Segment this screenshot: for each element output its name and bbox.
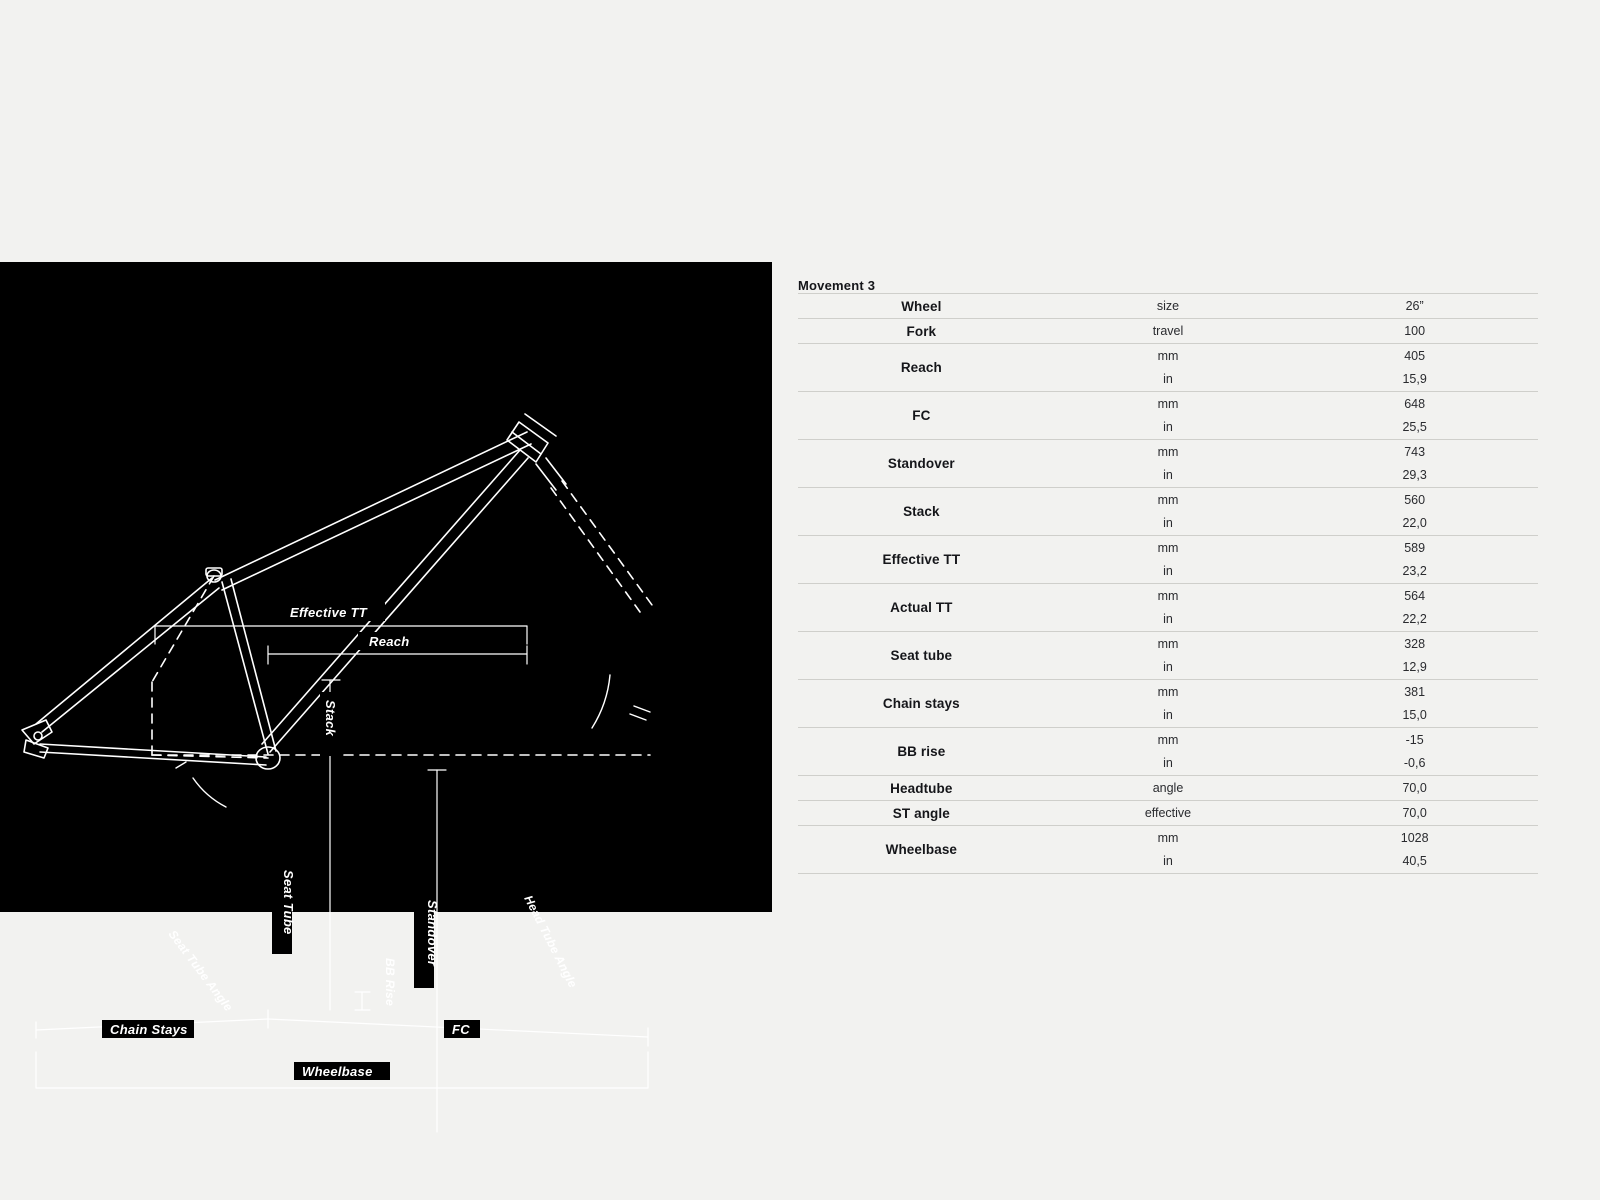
spec-name: Reach bbox=[798, 344, 1045, 392]
spec-value: 381 bbox=[1404, 684, 1426, 699]
table-row bbox=[798, 344, 1538, 368]
table-row bbox=[798, 680, 1538, 704]
table-row bbox=[798, 801, 1538, 826]
geometry-diagram-svg bbox=[0, 262, 772, 1079]
spec-unit: mm bbox=[1157, 396, 1179, 411]
table-row bbox=[798, 294, 1538, 319]
spec-unit: in bbox=[1045, 464, 1292, 488]
model-name: Movement 3 bbox=[798, 278, 1538, 294]
spec-name: Wheel bbox=[798, 294, 1045, 319]
spec-name: Wheelbase bbox=[798, 826, 1045, 874]
spec-unit: mm bbox=[1157, 348, 1179, 363]
table-row bbox=[798, 826, 1538, 850]
spec-value: 15,0 bbox=[1291, 704, 1538, 728]
spec-unit: mm bbox=[1157, 540, 1179, 555]
label-wheelbase: Wheelbase bbox=[302, 1064, 373, 1079]
spec-unit: in bbox=[1045, 850, 1292, 874]
label-standover: Standover bbox=[425, 900, 440, 967]
spec-name: BB rise bbox=[798, 728, 1045, 776]
label-seat-tube-angle: Seat Tube Angle bbox=[165, 927, 236, 1014]
spec-unit: size bbox=[1045, 294, 1292, 319]
spec-value: 15,9 bbox=[1291, 368, 1538, 392]
table-row bbox=[798, 776, 1538, 801]
geometry-table-body bbox=[798, 278, 1538, 874]
spec-unit: in bbox=[1045, 752, 1292, 776]
spec-unit: effective bbox=[1045, 801, 1292, 826]
label-reach: Reach bbox=[369, 634, 410, 649]
table-row-model bbox=[798, 278, 1538, 294]
spec-name: Effective TT bbox=[798, 536, 1045, 584]
spec-value: 328 bbox=[1404, 636, 1426, 651]
spec-value: 25,5 bbox=[1291, 416, 1538, 440]
table-row bbox=[798, 440, 1538, 464]
spec-unit: in bbox=[1045, 512, 1292, 536]
spec-unit: in bbox=[1045, 416, 1292, 440]
spec-unit: mm bbox=[1157, 588, 1179, 603]
spec-value: 560 bbox=[1404, 492, 1426, 507]
table-row bbox=[798, 728, 1538, 752]
geometry-spec-panel bbox=[798, 278, 1538, 874]
spec-unit: travel bbox=[1045, 319, 1292, 344]
spec-value: 26” bbox=[1291, 294, 1538, 319]
spec-value: 405 bbox=[1404, 348, 1426, 363]
spec-name: Actual TT bbox=[798, 584, 1045, 632]
spec-unit: mm bbox=[1157, 636, 1179, 651]
spec-value: 22,2 bbox=[1291, 608, 1538, 632]
spec-value: 648 bbox=[1404, 396, 1426, 411]
spec-name: Fork bbox=[798, 319, 1045, 344]
spec-unit: in bbox=[1045, 704, 1292, 728]
spec-unit: angle bbox=[1045, 776, 1292, 801]
spec-unit: mm bbox=[1157, 444, 1179, 459]
label-head-tube-angle: Head Tube Angle bbox=[521, 893, 581, 991]
table-row bbox=[798, 319, 1538, 344]
spec-value: 743 bbox=[1404, 444, 1426, 459]
spec-name: Chain stays bbox=[798, 680, 1045, 728]
table-row bbox=[798, 632, 1538, 656]
spec-value: 23,2 bbox=[1291, 560, 1538, 584]
geometry-diagram-panel bbox=[0, 262, 772, 1079]
spec-name: Standover bbox=[798, 440, 1045, 488]
spec-unit: mm bbox=[1157, 492, 1179, 507]
spec-value: 22,0 bbox=[1291, 512, 1538, 536]
table-row bbox=[798, 488, 1538, 512]
spec-name: Headtube bbox=[798, 776, 1045, 801]
spec-value: 564 bbox=[1404, 588, 1426, 603]
spec-value: 589 bbox=[1404, 540, 1426, 555]
spec-unit: mm bbox=[1157, 684, 1179, 699]
spec-value: 70,0 bbox=[1291, 776, 1538, 801]
spec-value: 1028 bbox=[1400, 830, 1429, 845]
spec-unit: in bbox=[1045, 368, 1292, 392]
label-fc: FC bbox=[452, 1022, 470, 1037]
label-chain-stays: Chain Stays bbox=[110, 1022, 188, 1037]
spec-unit: in bbox=[1045, 608, 1292, 632]
spec-name: Stack bbox=[798, 488, 1045, 536]
spec-value: -15 bbox=[1405, 732, 1424, 747]
spec-name: FC bbox=[798, 392, 1045, 440]
spec-value: 12,9 bbox=[1291, 656, 1538, 680]
spec-value: 29,3 bbox=[1291, 464, 1538, 488]
table-row bbox=[798, 536, 1538, 560]
label-bb-rise: BB Rise bbox=[383, 958, 397, 1007]
label-seat-tube: Seat Tube bbox=[281, 870, 296, 935]
geometry-table bbox=[798, 278, 1538, 874]
spec-unit: in bbox=[1045, 560, 1292, 584]
spec-value: -0,6 bbox=[1291, 752, 1538, 776]
table-row bbox=[798, 584, 1538, 608]
table-row bbox=[798, 392, 1538, 416]
spec-name: ST angle bbox=[798, 801, 1045, 826]
spec-value: 70,0 bbox=[1291, 801, 1538, 826]
label-effective-tt: Effective TT bbox=[290, 605, 368, 620]
label-stack: Stack bbox=[323, 700, 338, 737]
spec-unit: in bbox=[1045, 656, 1292, 680]
spec-value: 100 bbox=[1291, 319, 1538, 344]
spec-name: Seat tube bbox=[798, 632, 1045, 680]
spec-unit: mm bbox=[1157, 732, 1179, 747]
spec-value: 40,5 bbox=[1291, 850, 1538, 874]
spec-unit: mm bbox=[1157, 830, 1179, 845]
